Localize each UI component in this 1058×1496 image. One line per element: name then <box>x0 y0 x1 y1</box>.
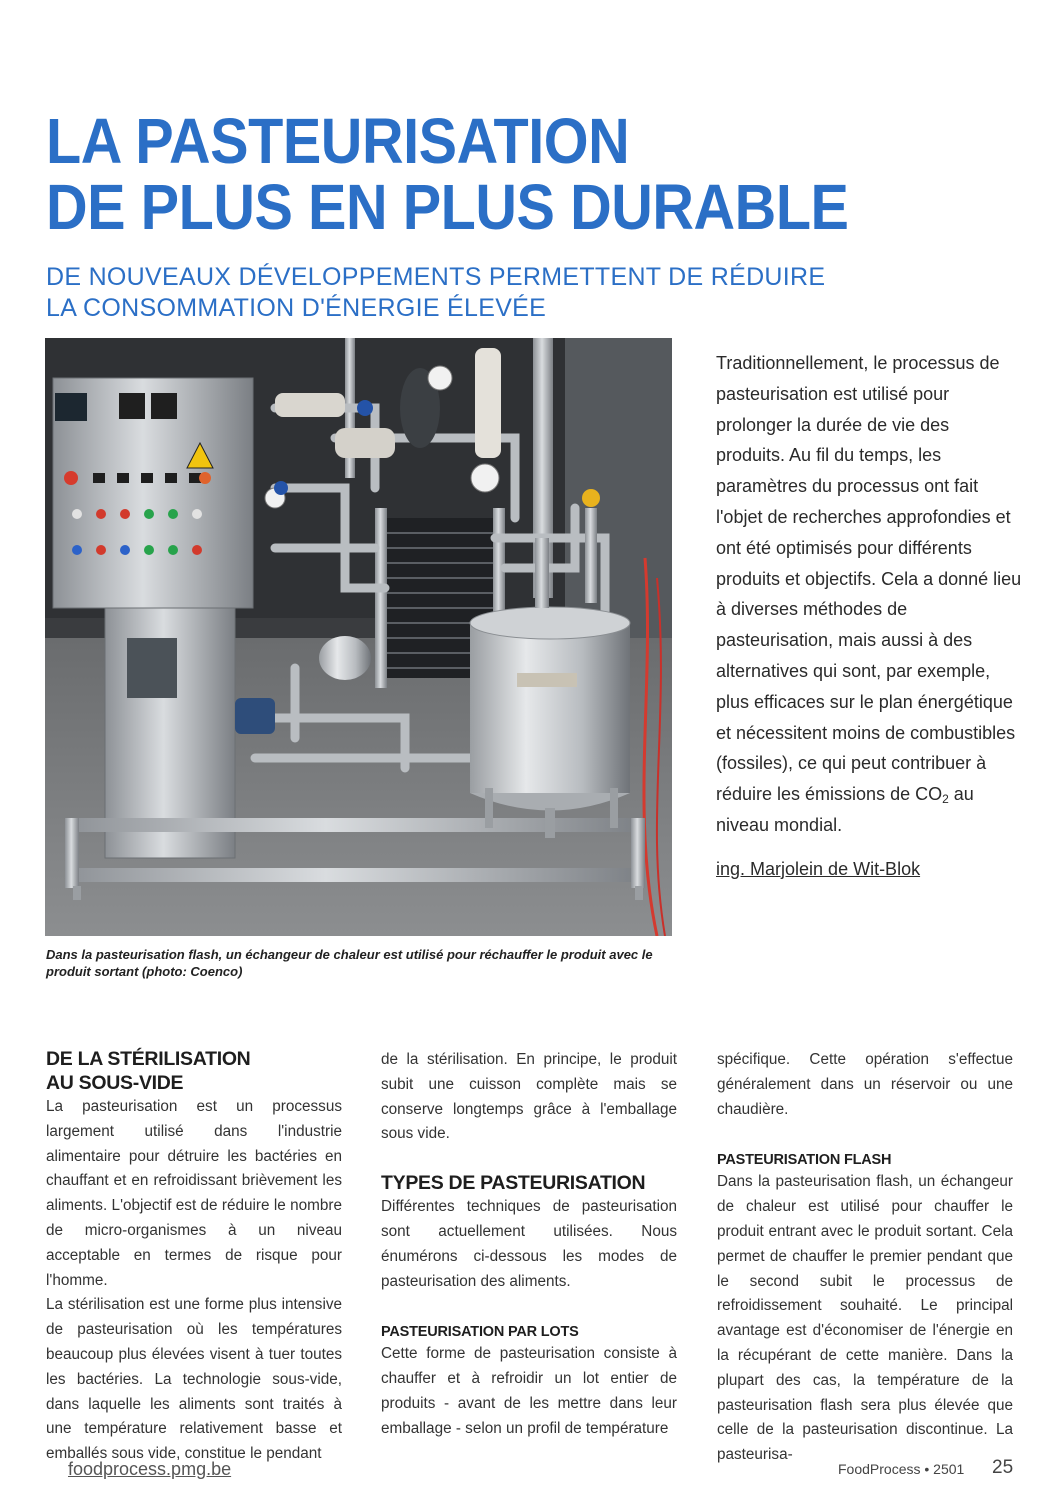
heading-sterilisation <box>46 1047 342 1095</box>
intro-subscript: 2 <box>942 792 949 807</box>
footer-magazine-issue: FoodProcess • 2501 <box>838 1461 965 1477</box>
column-2 <box>381 1048 677 1442</box>
article-title-line-1: LA PASTEURISATION <box>46 105 630 177</box>
column-1-paragraph-2: La stérilisation est une forme plus intensive de pasteurisation où les températures beaucoup plus élevées visent à tuer toutes les bactéries. La technologie sous-vide, dans laquelle les aliments sont traités à une température relativement basse et emballés sous vide, constitue le pendant <box>46 1296 342 1463</box>
column-2-paragraph-3: Cette forme de pasteurisation consiste à chauffer et à refroidir un lot entier de produits - avant de les mettre dans leur emballage - selon un profil de température <box>381 1345 677 1437</box>
footer-page-number: 25 <box>992 1457 1014 1478</box>
heading-sterilisation-line-2: AU SOUS-VIDE <box>46 1072 184 1094</box>
article-subtitle-line-2: LA CONSOMMATION D'ÉNERGIE ÉLEVÉE <box>46 294 547 322</box>
article-title-line-2: DE PLUS EN PLUS DURABLE <box>46 171 849 243</box>
column-1-paragraph-1: La pasteurisation est un processus largement utilisé dans l'industrie alimentaire pour détruire les bactéries en chauffant et en refroidissant brièvement les aliments. L'objectif est de réduire le nombre de micro-organismes à un niveau acceptable en termes de risque pour l'homme. <box>46 1098 342 1289</box>
article-title <box>46 105 910 243</box>
photo-caption: Dans la pasteurisation flash, un échangeur de chaleur est utilisé pour réchauffer le produit avec le produit sortant (photo: Coenco) <box>46 947 653 979</box>
footer-website-link[interactable]: foodprocess.pmg.be <box>68 1459 232 1479</box>
article-subtitle-line-1: DE NOUVEAUX DÉVELOPPEMENTS PERMETTENT DE RÉDUIRE <box>46 263 826 291</box>
column-3-paragraph-2: Dans la pasteurisation flash, un échangeur de chaleur est utilisé pour chauffer le produit entrant avec le produit sortant. Cela permet de chauffer le premier pendant que le second subit le processus de refroidissement souhaité. Le principal avantage est d'économiser de l'énergie en la récupérant de cette manière. Dans la plupart des cas, la température de la pasteurisation flash sera plus élevée que celle de la pasteurisation discontinue. La pasteurisa- <box>717 1173 1013 1464</box>
pasteurizer-illustration <box>45 338 672 936</box>
subheading-flash: PASTEURISATION FLASH <box>717 1152 892 1169</box>
intro-text <box>716 348 1022 885</box>
heading-types: TYPES DE PASTEURISATION <box>381 1172 646 1195</box>
pasteurizer-photo <box>45 338 672 936</box>
column-1 <box>46 1047 342 1467</box>
column-3 <box>717 1048 1013 1468</box>
column-3-paragraph-1: spécifique. Cette opération s'effectue généralement dans un réservoir ou une chaudière. <box>717 1051 1013 1118</box>
author-byline[interactable]: ing. Marjolein de Wit-Blok <box>716 858 921 879</box>
heading-sterilisation-line-1: DE LA STÉRILISATION <box>46 1048 251 1070</box>
article-subtitle <box>46 262 826 324</box>
intro-text-main: Traditionnellement, le processus de pasteurisation est utilisé pour prolonger la durée de vie des produits. Au fil du temps, les paramètres du processus ont fait l'objet de recherches approfondies et ont été optimisés pour différents produits et objectifs. Cela a donné lieu à diverses méthodes de pasteurisation, mais aussi à des alternatives qui sont, par exemple, plus efficaces sur le plan énergétique et nécessitent moins de combustibles (fossiles), ce qui peut contribuer à réduire les émissions de CO <box>716 353 1022 805</box>
column-2-paragraph-1: de la stérilisation. En principe, le produit subit une cuisson complète mais se conserve longtemps grâce à l'emballage sous vide. <box>381 1051 677 1143</box>
column-2-paragraph-2: Différentes techniques de pasteurisation sont actuellement utilisées. Nous énumérons ci-dessous les modes de pasteurisation des aliments. <box>381 1198 677 1290</box>
subheading-batch: PASTEURISATION PAR LOTS <box>381 1324 579 1341</box>
intro-paragraph <box>716 348 1022 841</box>
intro-text-end: au niveau mondial. <box>716 784 974 835</box>
